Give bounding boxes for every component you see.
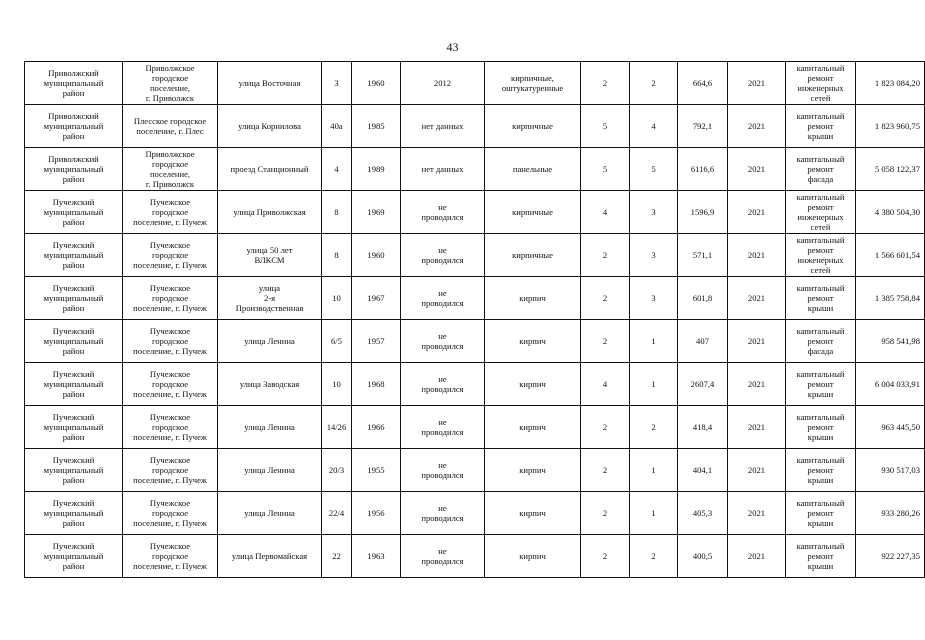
cell-area: 400,5 [678,535,728,578]
cell-cost: 930 517,03 [856,449,925,492]
cell-build-year: 1956 [352,492,401,535]
cell-wall-material: кирпич [485,449,581,492]
cell-district: Приволжский муниципальный район [25,62,123,105]
cell-last-repair-year: нет данных [401,105,485,148]
housing-repair-table [24,61,925,578]
cell-repair-year: 2021 [728,191,786,234]
cell-work-type: капитальный ремонт крыши [786,105,856,148]
cell-repair-year: 2021 [728,449,786,492]
cell-work-type: капитальный ремонт крыши [786,492,856,535]
cell-street: улица Заводская [218,363,322,406]
cell-settlement: Пучежское городское поселение, г. Пучеж [123,535,218,578]
cell-area: 1596,9 [678,191,728,234]
cell-wall-material: кирпич [485,535,581,578]
table-row [25,535,925,578]
table-row [25,277,925,320]
cell-last-repair-year: не проводился [401,535,485,578]
cell-area: 418,4 [678,406,728,449]
cell-house-number: 22 [322,535,352,578]
cell-house-number: 20/3 [322,449,352,492]
cell-street: улица Приволжская [218,191,322,234]
cell-house-number: 8 [322,191,352,234]
cell-build-year: 1985 [352,105,401,148]
cell-district: Пучежский муниципальный район [25,406,123,449]
cell-build-year: 1968 [352,363,401,406]
cell-repair-year: 2021 [728,320,786,363]
page-number: 43 [446,40,459,54]
table-row [25,363,925,406]
cell-repair-year: 2021 [728,105,786,148]
cell-work-type: капитальный ремонт инженерных сетей [786,62,856,105]
cell-district: Пучежский муниципальный район [25,234,123,277]
cell-area: 571,1 [678,234,728,277]
cell-cost: 933 280,26 [856,492,925,535]
cell-district: Пучежский муниципальный район [25,449,123,492]
cell-last-repair-year: не проводился [401,234,485,277]
cell-cost: 4 380 504,30 [856,191,925,234]
cell-build-year: 1955 [352,449,401,492]
cell-house-number: 10 [322,363,352,406]
cell-build-year: 1960 [352,234,401,277]
cell-entrances: 1 [630,449,678,492]
cell-street: улица Корнилова [218,105,322,148]
cell-last-repair-year: не проводился [401,320,485,363]
cell-district: Пучежский муниципальный район [25,191,123,234]
cell-last-repair-year: не проводился [401,277,485,320]
cell-house-number: 40а [322,105,352,148]
cell-settlement: Пучежское городское поселение, г. Пучеж [123,363,218,406]
cell-last-repair-year: 2012 [401,62,485,105]
cell-area: 664,6 [678,62,728,105]
cell-floors: 2 [581,406,630,449]
cell-street: улица Первомайская [218,535,322,578]
cell-area: 792,1 [678,105,728,148]
cell-street: улица Ленина [218,406,322,449]
cell-last-repair-year: нет данных [401,148,485,191]
table-row [25,320,925,363]
cell-last-repair-year: не проводился [401,492,485,535]
cell-street: улица Ленина [218,492,322,535]
cell-wall-material: кирпич [485,492,581,535]
cell-floors: 2 [581,234,630,277]
cell-house-number: 4 [322,148,352,191]
cell-cost: 1 566 601,54 [856,234,925,277]
cell-repair-year: 2021 [728,492,786,535]
cell-cost: 1 823 960,75 [856,105,925,148]
cell-entrances: 1 [630,492,678,535]
cell-cost: 6 004 033,91 [856,363,925,406]
cell-floors: 2 [581,492,630,535]
cell-settlement: Пучежское городское поселение, г. Пучеж [123,234,218,277]
cell-house-number: 10 [322,277,352,320]
cell-house-number: 8 [322,234,352,277]
cell-repair-year: 2021 [728,277,786,320]
cell-house-number: 14/26 [322,406,352,449]
cell-work-type: капитальный ремонт инженерных сетей [786,234,856,277]
cell-entrances: 4 [630,105,678,148]
cell-cost: 963 445,50 [856,406,925,449]
cell-street: улица 50 лет ВЛКСМ [218,234,322,277]
cell-wall-material: кирпич [485,406,581,449]
cell-floors: 2 [581,449,630,492]
cell-street: улица Восточная [218,62,322,105]
cell-house-number: 3 [322,62,352,105]
cell-floors: 4 [581,363,630,406]
cell-repair-year: 2021 [728,363,786,406]
cell-area: 2607,4 [678,363,728,406]
cell-entrances: 1 [630,320,678,363]
cell-entrances: 3 [630,191,678,234]
cell-build-year: 1967 [352,277,401,320]
cell-settlement: Пучежское городское поселение, г. Пучеж [123,449,218,492]
table-row [25,105,925,148]
cell-repair-year: 2021 [728,62,786,105]
cell-entrances: 2 [630,535,678,578]
cell-settlement: Приволжское городское поселение, г. Приволжск [123,148,218,191]
cell-build-year: 1969 [352,191,401,234]
cell-entrances: 3 [630,234,678,277]
cell-build-year: 1957 [352,320,401,363]
table-row [25,191,925,234]
cell-wall-material: панельные [485,148,581,191]
table-row [25,449,925,492]
cell-settlement: Плесское городское поселение, г. Плес [123,105,218,148]
cell-last-repair-year: не проводился [401,363,485,406]
cell-repair-year: 2021 [728,234,786,277]
cell-street: улица 2-я Производственная [218,277,322,320]
cell-work-type: капитальный ремонт фасада [786,320,856,363]
cell-district: Приволжский муниципальный район [25,148,123,191]
cell-floors: 2 [581,277,630,320]
table-row [25,406,925,449]
cell-district: Пучежский муниципальный район [25,277,123,320]
cell-build-year: 1960 [352,62,401,105]
cell-work-type: капитальный ремонт крыши [786,406,856,449]
cell-wall-material: кирпичные [485,191,581,234]
cell-repair-year: 2021 [728,535,786,578]
cell-wall-material: кирпич [485,320,581,363]
cell-last-repair-year: не проводился [401,406,485,449]
cell-district: Приволжский муниципальный район [25,105,123,148]
cell-district: Пучежский муниципальный район [25,535,123,578]
cell-district: Пучежский муниципальный район [25,363,123,406]
cell-settlement: Пучежское городское поселение, г. Пучеж [123,406,218,449]
table-row [25,492,925,535]
cell-work-type: капитальный ремонт крыши [786,363,856,406]
cell-area: 407 [678,320,728,363]
cell-cost: 922 227,35 [856,535,925,578]
cell-house-number: 22/4 [322,492,352,535]
cell-entrances: 1 [630,363,678,406]
cell-work-type: капитальный ремонт крыши [786,535,856,578]
cell-street: проезд Станционный [218,148,322,191]
cell-cost: 1 823 084,20 [856,62,925,105]
cell-street: улица Ленина [218,320,322,363]
cell-entrances: 3 [630,277,678,320]
cell-last-repair-year: не проводился [401,191,485,234]
cell-cost: 5 058 122,37 [856,148,925,191]
cell-street: улица Ленина [218,449,322,492]
cell-last-repair-year: не проводился [401,449,485,492]
cell-floors: 2 [581,535,630,578]
cell-repair-year: 2021 [728,148,786,191]
cell-wall-material: кирпичные, оштукатуренные [485,62,581,105]
table-row [25,234,925,277]
cell-build-year: 1963 [352,535,401,578]
cell-cost: 1 385 758,84 [856,277,925,320]
cell-entrances: 2 [630,406,678,449]
cell-build-year: 1989 [352,148,401,191]
cell-entrances: 2 [630,62,678,105]
cell-floors: 4 [581,191,630,234]
cell-work-type: капитальный ремонт крыши [786,449,856,492]
cell-settlement: Пучежское городское поселение, г. Пучеж [123,277,218,320]
cell-area: 6116,6 [678,148,728,191]
table-row [25,62,925,105]
cell-floors: 5 [581,105,630,148]
cell-wall-material: кирпич [485,363,581,406]
cell-settlement: Пучежское городское поселение, г. Пучеж [123,320,218,363]
cell-area: 404,1 [678,449,728,492]
cell-build-year: 1966 [352,406,401,449]
cell-entrances: 5 [630,148,678,191]
cell-area: 601,8 [678,277,728,320]
cell-area: 405,3 [678,492,728,535]
cell-wall-material: кирпичные [485,234,581,277]
cell-settlement: Пучежское городское поселение, г. Пучеж [123,492,218,535]
cell-floors: 5 [581,148,630,191]
cell-work-type: капитальный ремонт инженерных сетей [786,191,856,234]
table-row [25,148,925,191]
cell-wall-material: кирпич [485,277,581,320]
cell-floors: 2 [581,320,630,363]
cell-repair-year: 2021 [728,406,786,449]
cell-settlement: Приволжское городское поселение, г. Приволжск [123,62,218,105]
cell-settlement: Пучежское городское поселение, г. Пучеж [123,191,218,234]
cell-house-number: 6/5 [322,320,352,363]
cell-floors: 2 [581,62,630,105]
cell-wall-material: кирпичные [485,105,581,148]
cell-work-type: капитальный ремонт фасада [786,148,856,191]
cell-district: Пучежский муниципальный район [25,492,123,535]
cell-cost: 958 541,98 [856,320,925,363]
cell-district: Пучежский муниципальный район [25,320,123,363]
cell-work-type: капитальный ремонт крыши [786,277,856,320]
